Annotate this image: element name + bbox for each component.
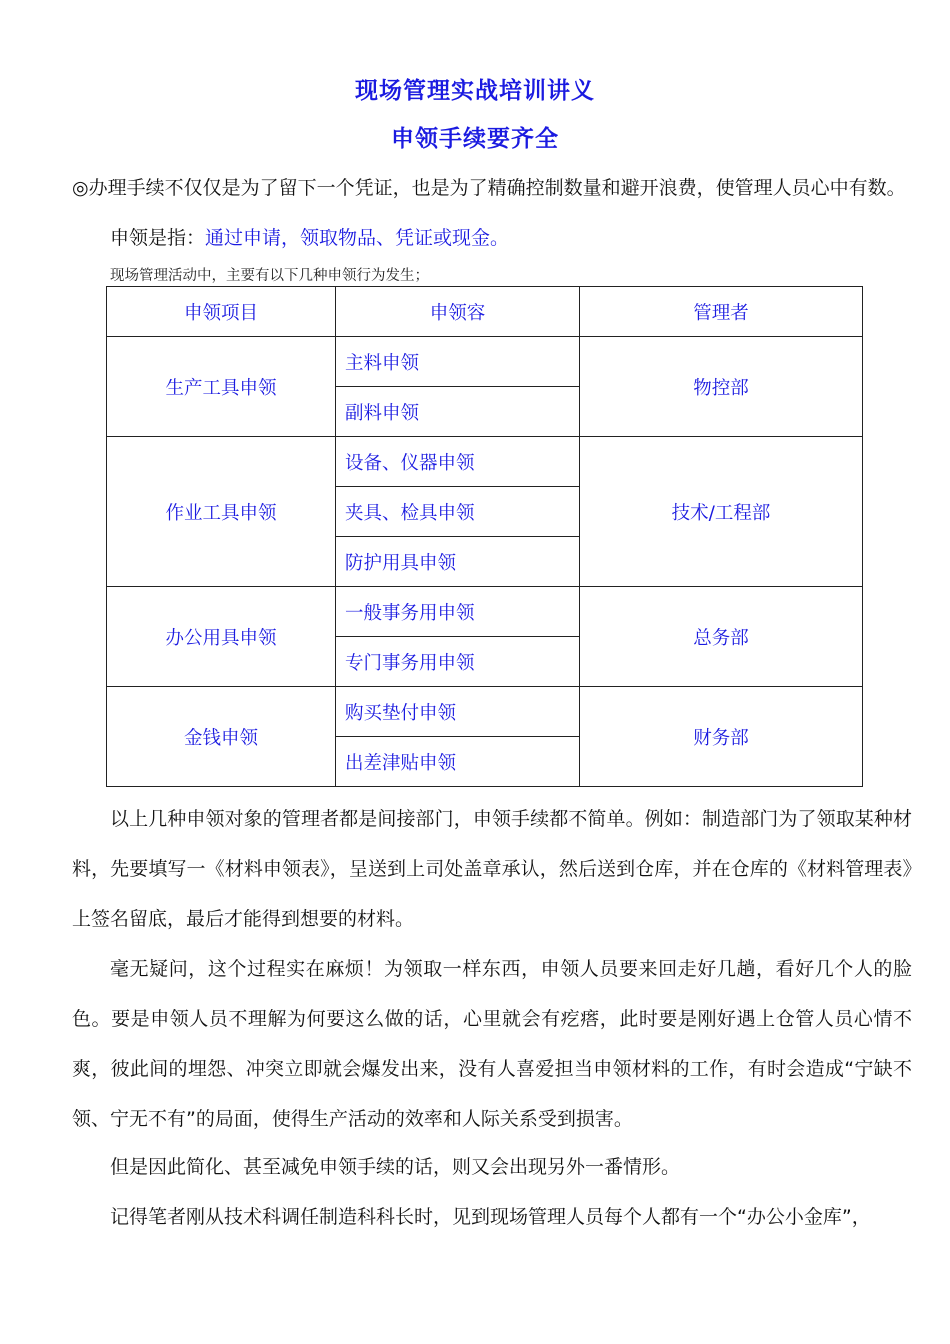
content-cell: 设备、仪器申领	[336, 437, 580, 487]
content-cell: 主料申领	[336, 337, 580, 387]
manager-cell: 财务部	[580, 687, 863, 787]
content-cell: 防护用具申领	[336, 537, 580, 587]
body-paragraph: 但是因此简化、甚至减免申领手续的话，则又会出现另外一番情形。	[110, 1156, 681, 1178]
table-header-row	[107, 287, 863, 337]
table-row	[107, 337, 863, 387]
definition-text: 通过申请，领取物品、凭证或现金。	[205, 227, 510, 249]
table-caption: 现场管理活动中，主要有以下几种申领行为发生；	[110, 268, 429, 284]
definition-line	[110, 226, 950, 250]
header-content: 申领容	[336, 287, 580, 337]
body-paragraph: 记得笔者刚从技术科调任制造科科长时，见到现场管理人员每个人都有一个“办公小金库”，	[110, 1206, 871, 1228]
section-title: 申领手续要齐全	[391, 126, 559, 152]
header-manager: 管理者	[580, 287, 863, 337]
item-cell: 作业工具申领	[107, 437, 336, 587]
manager-cell: 物控部	[580, 337, 863, 437]
intro-paragraph: ◎办理手续不仅仅是为了留下一个凭证，也是为了精确控制数量和避开浪费，使管理人员心中有数。	[72, 177, 906, 199]
content-cell: 夹具、检具申领	[336, 487, 580, 537]
body-paragraph: 毫无疑问，这个过程实在麻烦！为领取一样东西，申领人员要来回走好几趟，看好几个人的脸色。要是申领人员不理解为何要这么做的话，心里就会有疙瘩，此时要是刚好遇上仓管人员心情不爽，彼此间的埋怨、冲突立即就会爆发出来，没有人喜爱担当申领材料的工作，有时会造成“宁缺不领、宁无不有”的局面，使得生产活动的效率和人际关系受到损害。	[72, 958, 912, 1130]
content-cell: 一般事务用申领	[336, 587, 580, 637]
table-row	[107, 587, 863, 637]
content-cell: 购买垫付申领	[336, 687, 580, 737]
body-paragraph: 以上几种申领对象的管理者都是间接部门，申领手续都不简单。例如：制造部门为了领取某种材料，先要填写一《材料申领表》，呈送到上司处盖章承认，然后送到仓库，并在仓库的《材料管理表》上签名留底，最后才能得到想要的材料。	[72, 808, 912, 930]
item-cell: 金钱申领	[107, 687, 336, 787]
table-row	[107, 687, 863, 737]
definition-label: 申领是指：	[110, 227, 206, 249]
requisition-table	[106, 286, 863, 787]
manager-cell: 技术/工程部	[580, 437, 863, 587]
manager-cell: 总务部	[580, 587, 863, 687]
table-row	[107, 437, 863, 487]
content-cell: 专门事务用申领	[336, 637, 580, 687]
item-cell: 办公用具申领	[107, 587, 336, 687]
document-title: 现场管理实战培训讲义	[355, 78, 595, 104]
header-item: 申领项目	[107, 287, 336, 337]
item-cell: 生产工具申领	[107, 337, 336, 437]
content-cell: 出差津贴申领	[336, 737, 580, 787]
content-cell: 副料申领	[336, 387, 580, 437]
